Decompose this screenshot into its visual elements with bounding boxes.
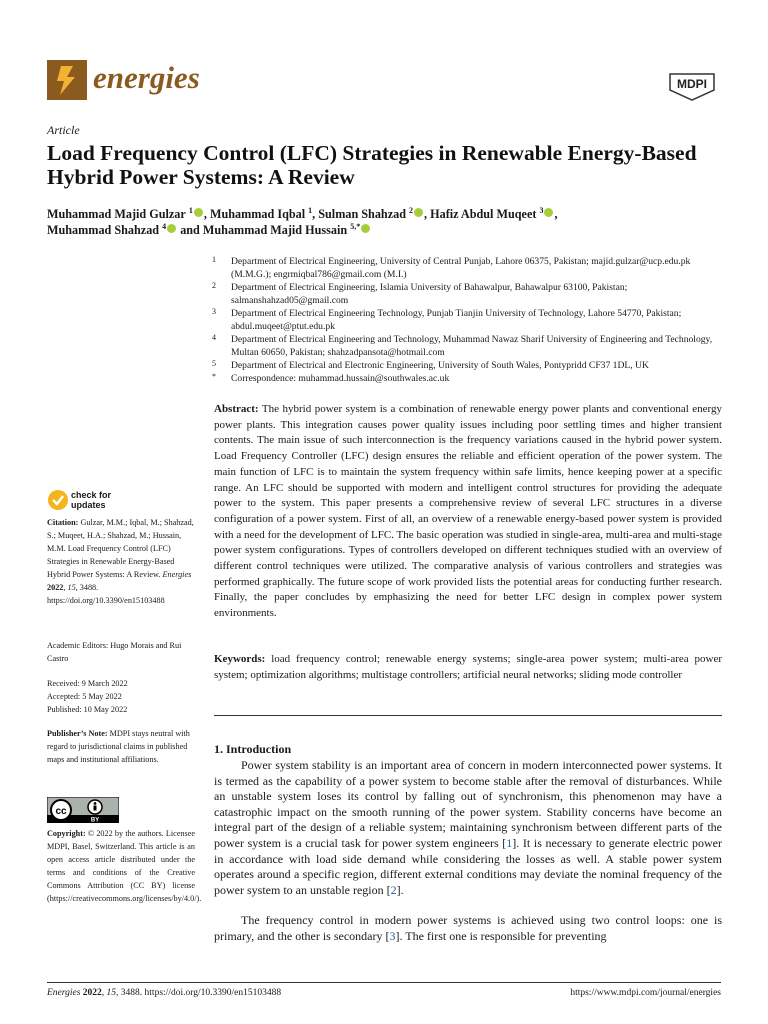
cc-by-license-icon[interactable] <box>47 797 119 823</box>
article-type: Article <box>47 123 80 137</box>
published-date: Published: 10 May 2022 <box>47 705 128 714</box>
publisher-name: MDPI <box>677 77 707 91</box>
page-title: Load Frequency Control (LFC) Strategies in Renewable Energy-Based Hybrid Power Systems: A Review <box>47 141 697 189</box>
author-affiliation-sup: 5,* <box>350 222 361 231</box>
check-updates-icon[interactable] <box>47 489 69 511</box>
orcid-icon[interactable] <box>194 208 203 217</box>
citation-link[interactable]: 1 <box>506 835 513 850</box>
author-line-2 <box>47 219 727 238</box>
keywords-text: load frequency control; renewable energy systems; single-area power system; multi-area power system; optimization algorithms; multistage controllers; artificial neural networks; sliding mode controller <box>214 653 723 681</box>
dates-block <box>47 677 195 716</box>
affiliation-item: 2 Department of Electrical Engineering, Islamia University of Bahawalpur, Bahawalpur 63100, Pakistan; salmanshahzad05@gmail.com <box>212 281 628 306</box>
accepted-date: Accepted: 5 May 2022 <box>47 692 122 701</box>
body-paragraph: The frequency control in modern power systems is achieved using two control loops: one is primary, and the other is secondary [3]. The first one is responsible for preventing <box>214 913 722 943</box>
affiliation-item: 4 Department of Electrical Engineering and Technology, Muhammad Nawaz Sharif University of Engineering and Technology, Multan 60650, Pakistan; shahzadpansota@hotmail.com <box>212 333 713 358</box>
keywords <box>214 652 722 683</box>
footer-citation: Energies 2022, 15, 3488. https://doi.org/10.3390/en15103488 <box>47 988 282 998</box>
citation-link[interactable]: 2 <box>390 882 397 897</box>
author-affiliation-sup: 2 <box>409 206 414 215</box>
affiliation-item: 1 Department of Electrical Engineering, University of Central Punjab, Lahore 06375, Pakistan; majid.gulzar@ucp.edu.pk (M.M.G.); engrmiqbal786@gmail.com (M.I.) <box>212 255 691 280</box>
author-name: Muhammad Iqbal <box>209 207 306 222</box>
author-name: Muhammad Majid Gulzar <box>47 207 186 222</box>
check-updates-label[interactable]: check for updates <box>71 490 112 510</box>
copyright-notice: Copyright: © 2022 by the authors. Licensee MDPI, Basel, Switzerland. This article is an open access article distributed under the terms and conditions of the Creative Commons Attribution (CC BY) license (https://creativecommons.org/licenses/by/4.0/). <box>47 829 202 903</box>
academic-editors: Academic Editors: Hugo Morais and Rui Castro <box>47 641 182 663</box>
abstract-text: The hybrid power system is a combination of renewable energy power plants and conventional energy power plants. This integration causes power quality issues including poor settling times and higher transient contents. The main issue of such interconnection is the frequency variations caused in the hybrid power system. Load Frequency Controller (LFC) design ensures the reliable and efficient operation of the power system. The main function of LFC is to maintain the system frequency within safe limits, hence keeping power at a specific range. An LFC should be supported with modern and intelligent control structures for providing the adequate power to the system. This paper presents a comprehensive review of several LFC structures in a diverse configuration of a power system. First of all, an overview of a renewable energy-based power system is provided with a need for the development of LFC. The basic operation was studied in single-area, multi-area and multi-stage power system configurations. Types of controllers developed on different techniques studied with an overview of different control techniques were utilized. The comparative analysis of various controllers and strategies was performed graphically. The future scope of work provided lists the potential areas for conducting further research. Finally, the paper concludes by emphasizing the need for better LFC design in complex power system environments. <box>214 403 722 620</box>
footer-divider <box>47 982 721 983</box>
orcid-icon[interactable] <box>414 208 423 217</box>
publisher-note: Publisher’s Note: MDPI stays neutral with regard to jurisdictional claims in published maps and institutional affiliations. <box>47 729 190 764</box>
section-divider <box>214 715 722 716</box>
journal-name: energies <box>93 60 200 95</box>
publisher-logo-icon <box>664 70 720 102</box>
orcid-icon[interactable] <box>361 224 370 233</box>
author-conjunction: and <box>180 223 200 238</box>
author-affiliation-sup: 1 <box>308 206 313 215</box>
affiliation-item: * Correspondence: muhammad.hussain@southwales.ac.uk <box>212 372 450 384</box>
affiliations-list <box>212 255 727 385</box>
author-name: Hafiz Abdul Muqeet <box>430 207 537 222</box>
received-date: Received: 9 March 2022 <box>47 679 128 688</box>
orcid-icon[interactable] <box>544 208 553 217</box>
author-name: Sulman Shahzad <box>318 207 406 222</box>
journal-logo-icon <box>47 60 87 100</box>
section-heading: 1. Introduction <box>214 742 292 756</box>
author-name: Muhammad Majid Hussain <box>202 223 348 238</box>
author-name: Muhammad Shahzad <box>47 223 160 238</box>
affiliation-item: 3 Department of Electrical Engineering Technology, Punjab Tianjin University of Technology, Lahore 54770, Pakistan; abdul.muqeet@ptut.edu.pk <box>212 307 682 332</box>
keywords-label: Keywords: <box>214 653 266 665</box>
citation-block: Citation: Gulzar, M.M.; Iqbal, M.; Shahzad, S.; Muqeet, H.A.; Shahzad, M.; Hussain, M.M. Load Frequency Control (LFC) Strategies in Renewable Energy-Based Hybrid Power Systems: A Review. Energies 2022, 15, 3488. https://doi.org/10.3390/en15103488 <box>47 518 194 605</box>
affiliation-item: 5 Department of Electrical and Electronic Engineering, University of South Wales, Pontypridd CF37 1DL, UK <box>212 359 649 371</box>
author-affiliation-sup: 1 <box>188 206 193 215</box>
svg-text:cc: cc <box>55 806 67 817</box>
footer-journal-url[interactable]: https://www.mdpi.com/journal/energies <box>570 988 721 998</box>
body-paragraph: Power system stability is an important area of concern in modern interconnected power systems. It is termed as the capability of a power system to become stable after the removal of disturbances. While an unstable system loses its control by falling out of synchronism, this phenomenon may have a catastrophic impact on the smooth running of the power system. Stability concerns have become an integral part of the design of a reliable system; maintaining synchronism between different parts of the power system is a crucial task for power system engineers [1]. It is necessary to generate electric power in accordance with load side demand while considering the losses as well. A stable power system operates around a specific region, different external conditions may deviate the nominal frequency of the power system to an unstable region [2]. <box>214 758 722 897</box>
author-affiliation-sup: 4 <box>162 222 167 231</box>
abstract-label: Abstract: <box>214 403 259 415</box>
author-affiliation-sup: 3 <box>539 206 544 215</box>
abstract <box>214 402 722 622</box>
author-line-1: Muhammad Majid Gulzar $^1$ , Muhammad Iqbal $^1$, Sulman Shahzad $^2$ , Hafiz Abdul Muqeet $^3$ , <box>47 206 558 222</box>
orcid-icon[interactable] <box>167 224 176 233</box>
svg-text:BY: BY <box>90 817 100 823</box>
citation-link[interactable]: 3 <box>389 928 396 943</box>
